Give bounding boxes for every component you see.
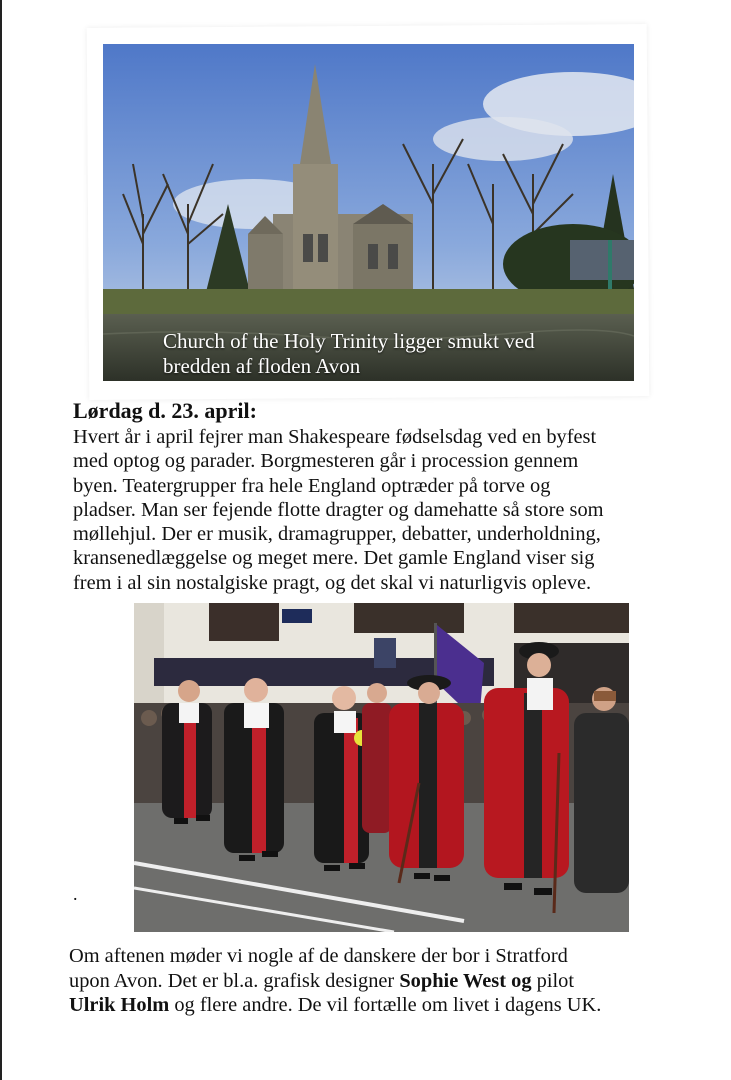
- page-left-border: [0, 0, 2, 1080]
- closing-paragraph: [69, 944, 699, 1018]
- church-photo: [103, 44, 634, 381]
- section-heading: Lørdag d. 23. april:: [73, 398, 257, 423]
- text-span: pilot: [531, 969, 575, 992]
- procession-photo: [134, 603, 629, 932]
- paragraph-line: med optog og parader. Borgmesteren går i procession gennem: [73, 450, 579, 473]
- paragraph-line: [69, 969, 699, 994]
- caption-line: Church of the Holy Trinity ligger smukt ved: [163, 329, 535, 353]
- paragraph-line: pladser. Man ser fejende flotte dragter og damehatte så store som: [73, 498, 604, 521]
- bold-name-sophie: Sophie West og: [399, 969, 532, 992]
- procession-illustration: [134, 603, 629, 932]
- paragraph-line: kransenedlæggelse og meget mere. Det gamle England viser sig: [73, 547, 595, 570]
- bold-name-ulrik: Ulrik Holm: [69, 994, 170, 1016]
- paragraph-line: frem i al sin nostalgiske pragt, og det skal vi naturligvis opleve.: [73, 571, 592, 594]
- paragraph-line: [69, 993, 699, 1018]
- caption-line: bredden af floden Avon: [163, 354, 361, 378]
- body-paragraph: [73, 425, 683, 595]
- text-span: og flere andre. De vil fortælle om livet i dagens UK.: [169, 994, 602, 1016]
- church-photo-caption: [163, 329, 603, 379]
- paragraph-line: møllehjul. Der er musik, dramagrupper, debatter, underholdning,: [73, 523, 601, 546]
- paragraph-line: [69, 944, 699, 969]
- stray-period: .: [73, 884, 78, 904]
- text-span: Om aftenen møder vi nogle af de danskere der bor i Stratford: [69, 945, 568, 967]
- paragraph-line: byen. Teatergrupper fra hele England optræder på torve og: [73, 474, 551, 497]
- text-span: upon Avon. Det er bl.a. grafisk designer: [69, 969, 400, 992]
- paragraph-line: Hvert år i april fejrer man Shakespeare fødselsdag ved en byfest: [73, 426, 597, 448]
